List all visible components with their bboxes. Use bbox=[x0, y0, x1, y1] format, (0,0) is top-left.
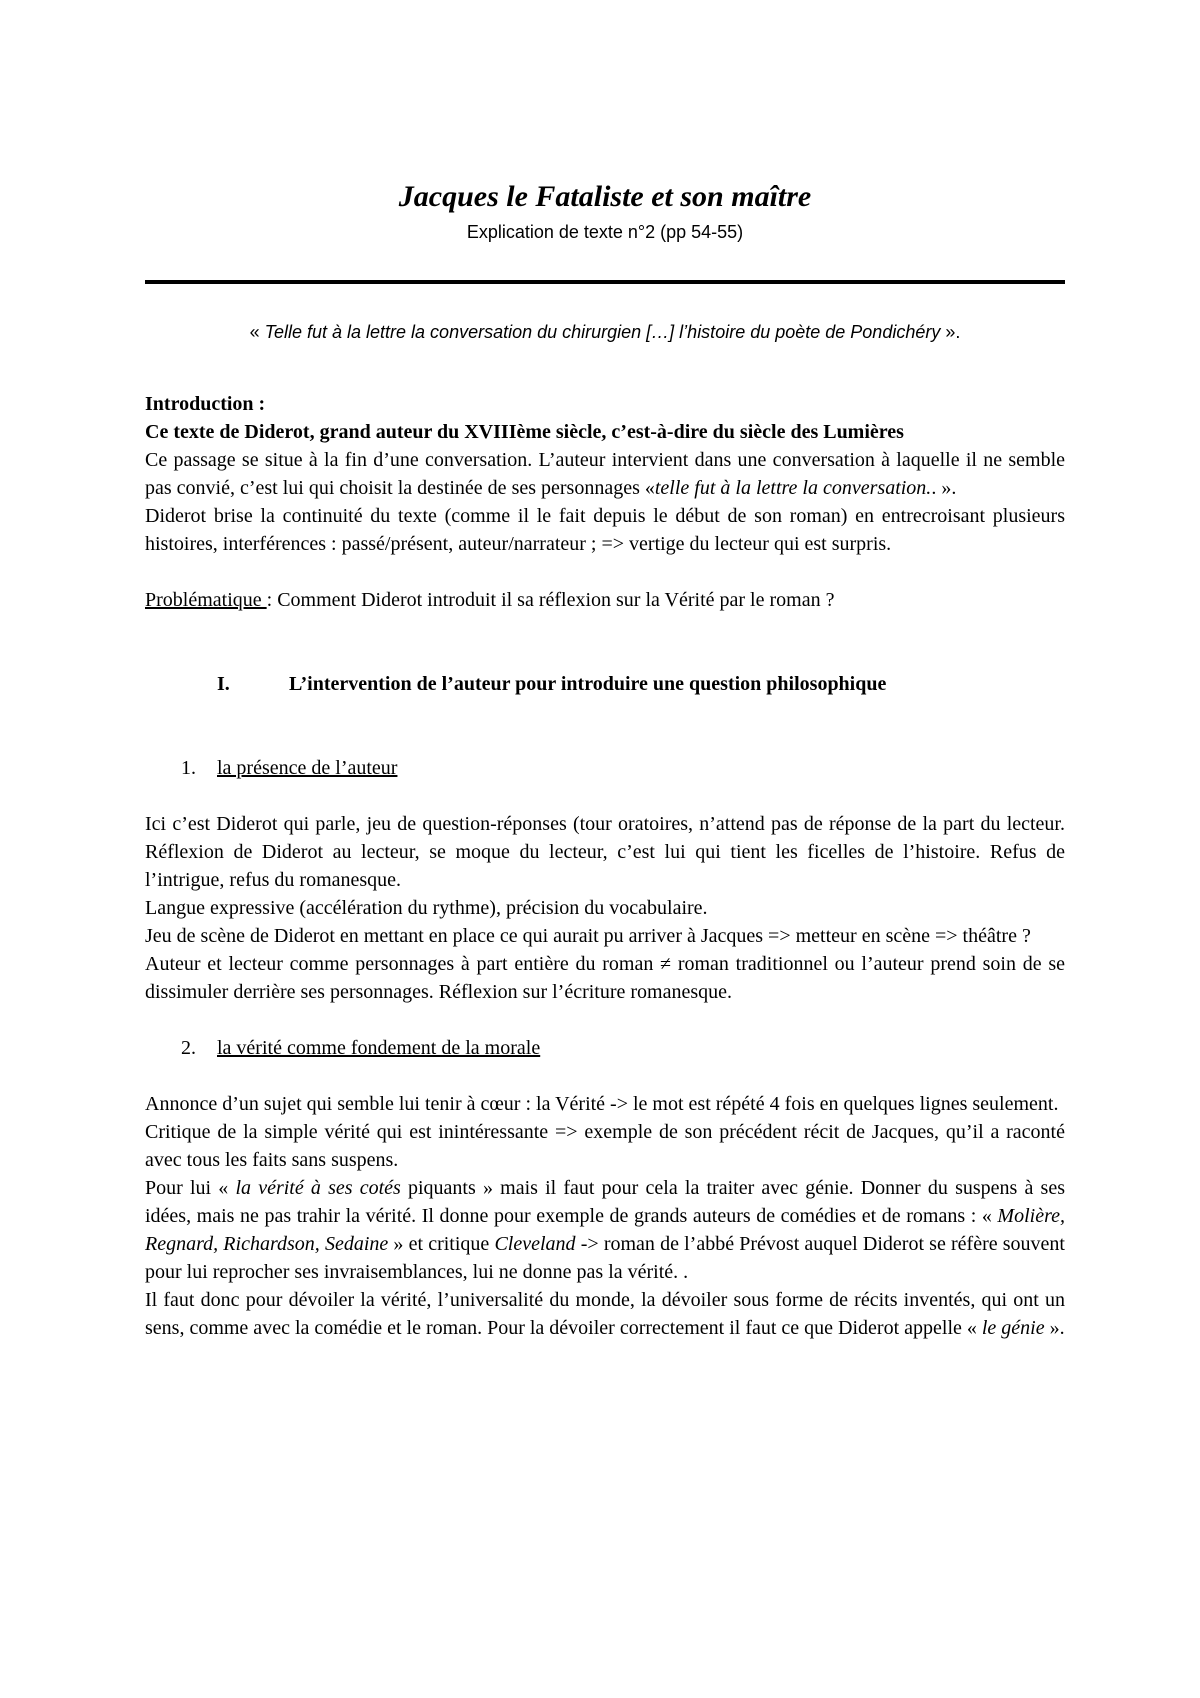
section-1-title: L’intervention de l’auteur pour introduire une question philosophique bbox=[289, 673, 887, 695]
intro-heading: Introduction : bbox=[145, 393, 266, 415]
subsection-2-paragraph-3: Pour lui « la vérité à ses cotés piquants » mais il faut pour cela la traiter avec génie. Donner du suspens à ses idées, mais ne pas trahir la vérité. Il donne pour exemple de grands auteurs de comédies et de romans : « Molière, Regnard, Richardson, Sedaine » et critique Cleveland -> roman de l’abbé Prévost auquel Diderot se réfère souvent pour lui reprocher ses invraisemblances, lui ne donne pas la vérité. . bbox=[145, 1177, 1065, 1283]
document-title: Jacques le Fataliste et son maître bbox=[398, 180, 812, 213]
subsection-2-title: la vérité comme fondement de la morale bbox=[217, 1037, 541, 1059]
subsection-1-paragraph-4: Auteur et lecteur comme personnages à part entière du roman ≠ roman traditionnel ou l’auteur prend soin de se dissimuler derrière ses personnages. Réflexion sur l’écriture romanesque. bbox=[145, 953, 1065, 1003]
document-subtitle: Explication de texte n°2 (pp 54-55) bbox=[466, 222, 744, 242]
document-body bbox=[145, 390, 1065, 1342]
problematique: Problématique : Comment Diderot introduit il sa réflexion sur la Vérité par le roman ? bbox=[145, 589, 835, 611]
subsection-2-number: 2. bbox=[181, 1037, 196, 1059]
intro-paragraph-2: Diderot brise la continuité du texte (comme il le fait depuis le début de son roman) en entrecroisant plusieurs histoires, interférences : passé/présent, auteur/narrateur ; => vertige du lecteur qui est surpris. bbox=[145, 505, 1065, 555]
section-1-number: I. bbox=[217, 673, 230, 695]
intro-bold-lead: Ce texte de Diderot, grand auteur du XVIIIème siècle, c’est-à-dire du siècle des Lumières bbox=[145, 421, 904, 443]
subsection-2-paragraph-2: Critique de la simple vérité qui est inintéressante => exemple de son précédent récit de Jacques, qu’il a raconté avec tous les faits sans suspens. bbox=[145, 1121, 1065, 1171]
subsection-2-paragraph-4: Il faut donc pour dévoiler la vérité, l’universalité du monde, la dévoiler sous forme de récits inventés, qui ont un sens, comme avec la comédie et le roman. Pour la dévoiler correctement il faut ce que Diderot appelle « le génie ». bbox=[145, 1289, 1065, 1339]
problematique-label: Problématique bbox=[145, 589, 267, 611]
subsection-1-heading bbox=[145, 754, 1065, 782]
title-divider bbox=[145, 280, 1065, 284]
subsection-1-title: la présence de l’auteur bbox=[217, 757, 398, 779]
subsection-2-heading bbox=[145, 1034, 1065, 1062]
quote-text: Telle fut à la lettre la conversation du chirurgien […] l’histoire du poète de Pondichéry bbox=[264, 322, 941, 342]
quote-close: ». bbox=[940, 322, 961, 342]
intro-paragraph-1: Ce passage se situe à la fin d’une conversation. L’auteur intervient dans une conversation à laquelle il ne semble pas convié, c’est lui qui choisit la destinée de ses personnages «telle fut à la lettre la conversation.. ». bbox=[145, 449, 1065, 499]
subsection-1-paragraph-2: Langue expressive (accélération du rythme), précision du vocabulaire. bbox=[145, 897, 708, 919]
subsection-1-paragraph-3: Jeu de scène de Diderot en mettant en place ce qui aurait pu arriver à Jacques => metteur en scène => théâtre ? bbox=[145, 925, 1031, 947]
subsection-1-paragraph-1: Ici c’est Diderot qui parle, jeu de question-réponses (tour oratoires, n’attend pas de réponse de la part du lecteur. Réflexion de Diderot au lecteur, se moque du lecteur, c’est lui qui tient les ficelles de l’histoire. Refus de l’intrigue, refus du romanesque. bbox=[145, 813, 1065, 891]
epigraph-quote bbox=[145, 322, 1065, 343]
section-1-heading bbox=[145, 670, 1065, 698]
subsection-2-paragraph-1: Annonce d’un sujet qui semble lui tenir à cœur : la Vérité -> le mot est répété 4 fois en quelques lignes seulement. bbox=[145, 1093, 1059, 1115]
subsection-1-number: 1. bbox=[181, 757, 196, 779]
quote-open: « bbox=[249, 322, 265, 342]
